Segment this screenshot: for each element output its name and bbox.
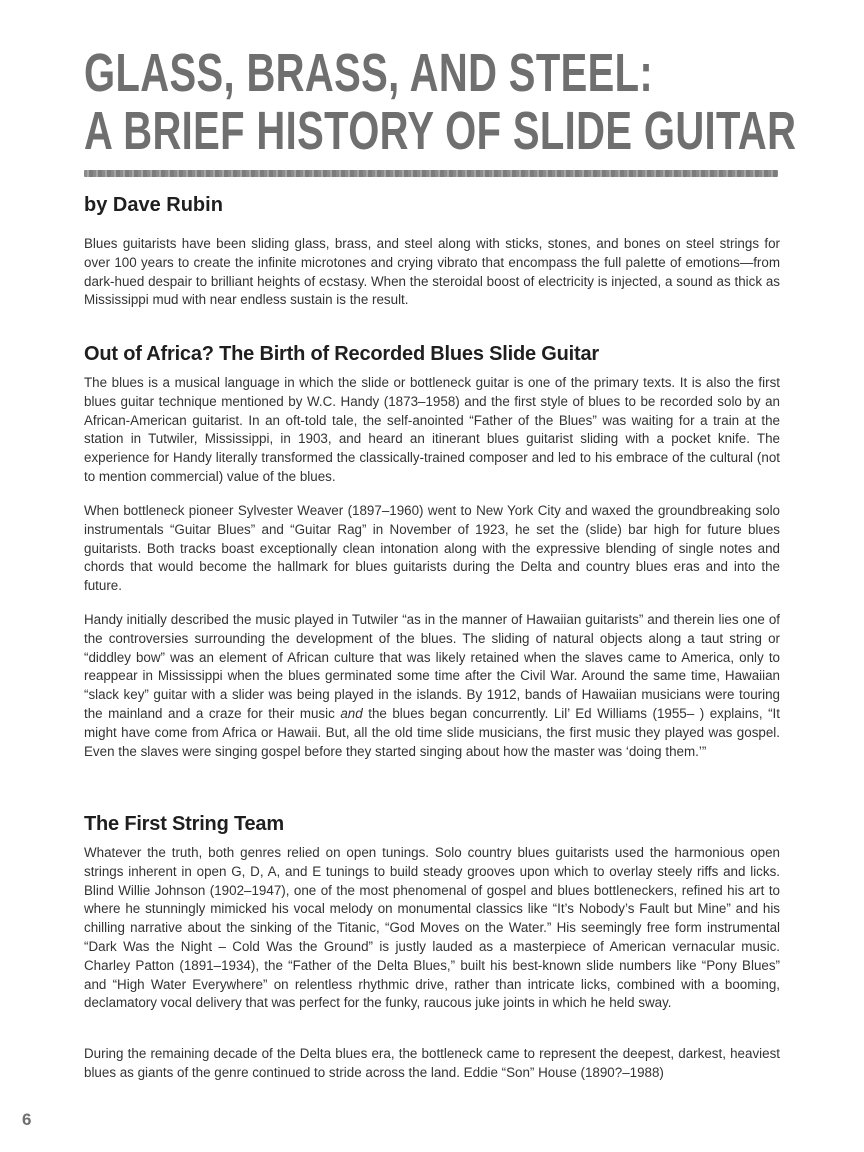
paragraph: When bottleneck pioneer Sylvester Weaver (1897–1960) went to New York City and waxed the groundbreaking solo instrumentals “Guitar Blues” and “Guitar Rag” in November of 1923, he set the (slide) bar high for future blues guitarists. Both tracks boast exceptionally clean intonation along with the expressive blending of single notes and chords that would become the hallmark for blues guitarists during the Delta and country blues eras and into the future. — [84, 503, 780, 594]
section-2-body-2 — [84, 1045, 780, 1083]
title-line-1: GLASS, BRASS, AND STEEL: — [84, 43, 654, 103]
title-divider — [84, 170, 778, 177]
page-title — [84, 43, 797, 161]
section-2-heading: The First String Team — [84, 813, 284, 835]
section-1-body-1 — [84, 374, 780, 487]
paragraph-text: Handy initially described the music played in Tutwiler “as in the manner of Hawaiian guitarists” and therein lies one of the controversies surrounding the development of the blues. The sliding of natural objects along a taut string or “diddley bow” was an element of African culture that was likely retained when the slaves came to America, only to reappear in Mississippi when the blues germinated some time after the Civil War. Around the same time, Hawaiian “slack key” guitar with a slider was being played in the islands. By 1912, bands of Hawaiian musicians were touring the mainland and a craze for their music — [84, 612, 780, 721]
paragraph: The blues is a musical language in which the slide or bottleneck guitar is one of the primary texts. It is also the first blues guitar technique mentioned by W.C. Handy (1873–1958) and the first style of blues to be recorded solo by an African-American guitarist. In an oft-told tale, the self-anointed “Father of the Blues” was waiting for a train at the station in Tutwiler, Mississippi, in 1903, and heard an itinerant blues guitarist sliding with a pocket knife. The experience for Handy literally transformed the classically-trained composer and led to his embrace of the cultural (not to mention commercial) value of the blues. — [84, 375, 780, 484]
section-1-body-3 — [84, 611, 780, 761]
intro-paragraph: Blues guitarists have been sliding glass, brass, and steel along with sticks, stones, and bones on steel strings for over 100 years to create the infinite microtones and crying vibrato that encompass the full palette of emotions—from dark-hued despair to brilliant heights of ecstasy. When the steroidal boost of electricity is injected, a sound as thick as Mississippi mud with near endless sustain is the result. — [84, 236, 780, 308]
section-1-body-2 — [84, 502, 780, 596]
paragraph-text: the blues began concurrently. Lil’ Ed Williams (1955– ) explains, “It might have come from Africa or Hawaii. But, all the old time slide musicians, the first music they played was gospel. Even the slaves were singing gospel before they started singing about how the master was ‘doing them.’” — [84, 705, 780, 759]
section-1 — [84, 343, 780, 366]
paragraph — [84, 611, 780, 761]
byline: by Dave Rubin — [84, 194, 223, 216]
emphasis: and — [340, 705, 363, 721]
section-2-body-1 — [84, 844, 780, 1013]
page-number: 6 — [22, 1110, 32, 1129]
paragraph: Whatever the truth, both genres relied on open tunings. Solo country blues guitarists used the harmonious open strings inherent in open G, D, A, and E tunings to build steady grooves upon which to overlay steely riffs and licks. Blind Willie Johnson (1902–1947), one of the most phenomenal of gospel and blues bottleneckers, refined his art to where he stunningly mimicked his vocal melody on monumental classics like “It’s Nobody’s Fault but Mine” and his chilling narrative about the sinking of the Titanic, “God Moves on the Water.” His seemingly free form instrumental “Dark Was the Night – Cold Was the Ground” is justly lauded as a masterpiece of American vernacular music. Charley Patton (1891–1934), the “Father of the Delta Blues,” built his best-known slide numbers like “Pony Blues” and “High Water Everywhere” on relentless rhythmic drive, rather than intricate licks, combined with a booming, declamatory vocal delivery that was perfect for the funky, raucous juke joints in which he held sway. — [84, 845, 780, 1011]
title-line-2: A BRIEF HISTORY OF SLIDE GUITAR — [84, 101, 797, 161]
section-1-heading: Out of Africa? The Birth of Recorded Blues Slide Guitar — [84, 343, 599, 365]
section-2 — [84, 813, 780, 836]
intro-block — [84, 235, 780, 310]
paragraph: During the remaining decade of the Delta blues era, the bottleneck came to represent the deepest, darkest, heaviest blues as giants of the genre continued to stride across the land. Eddie “Son” House (1890?–1988) — [84, 1046, 780, 1080]
